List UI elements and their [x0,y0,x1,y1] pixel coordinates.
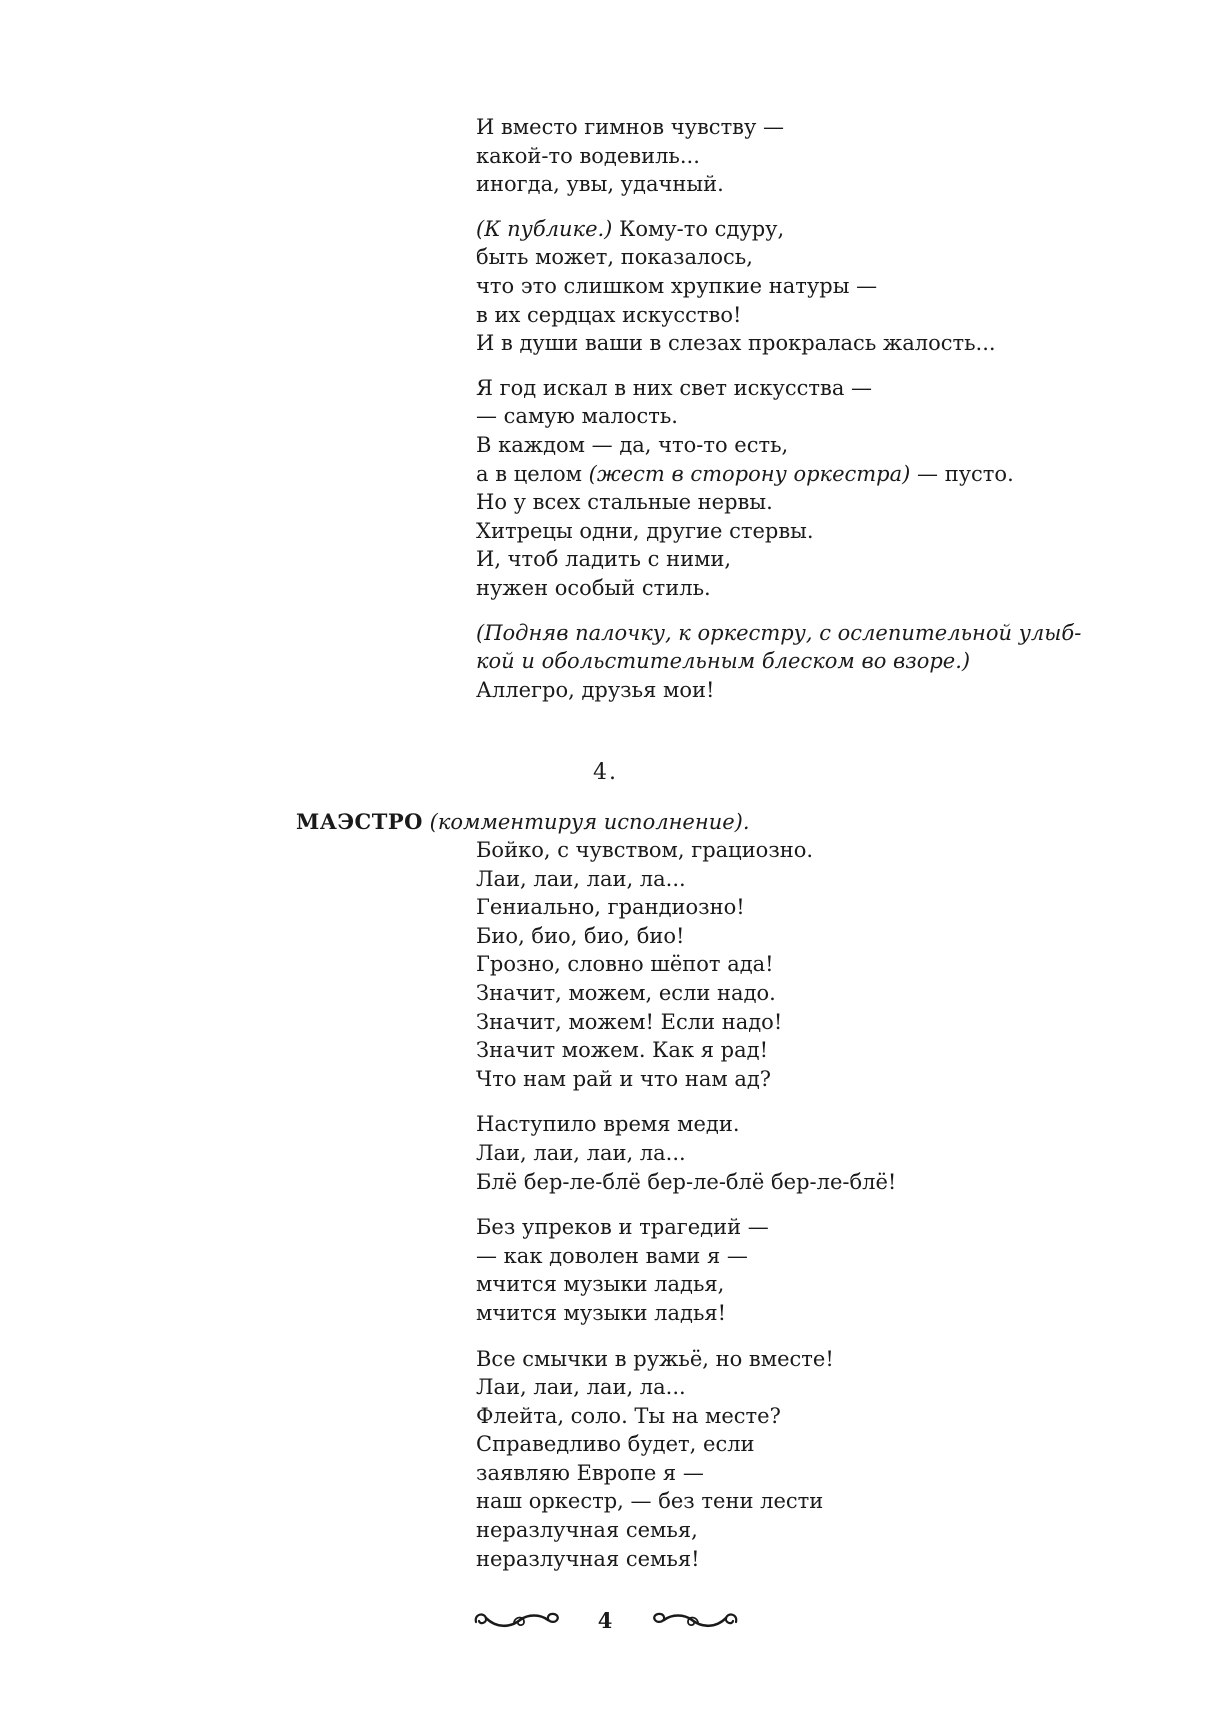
page-number: 4 [597,1608,613,1633]
verse-line [476,950,1176,979]
stage-direction: кой и обольстительным блеском во взоре.) [476,649,971,674]
verse-text: — пусто. [910,461,1014,486]
verse-line [476,1487,1176,1516]
verse-line [476,647,1176,676]
verse-text: что это слишком хрупкие натуры — [476,273,878,298]
verse-line [476,1168,1176,1197]
verse-line [476,1139,1176,1168]
verse-text: В каждом — да, что-то есть, [476,432,789,457]
verse-line [476,460,1176,489]
verse-text: какой-то водевиль... [476,143,700,168]
verse-text: И вместо гимнов чувству — [476,115,785,139]
page-footer [0,1602,1211,1642]
verse-line [476,865,1176,894]
stage-direction: (комментируя исполнение). [429,810,750,834]
verse-text: Грозно, словно шёпот ада! [476,952,774,977]
verse-text: — самую малость. [476,404,678,429]
verse-line [476,1373,1176,1402]
verse-text: Справедливо будет, если [476,1432,755,1457]
verse-line [476,836,1176,865]
swirl-ornament-right-icon [650,1606,742,1634]
verse-text: иногда, увы, удачный. [476,172,724,197]
verse-line [476,1213,1176,1242]
verse-line [476,1459,1176,1488]
verse-line [476,517,1176,546]
verse-line [476,113,1176,142]
verse-line [476,574,1176,603]
verse-line [476,272,1176,301]
verse-text: Без упреков и трагедий — [476,1215,769,1240]
verse-text: быть может, показалось, [476,245,753,270]
verse-text: Кому-то сдуру, [612,216,785,241]
verse-text: Био, био, био, био! [476,923,685,948]
verse-line [476,1516,1176,1545]
verse-line [476,979,1176,1008]
verse-text: Значит, можем, если надо. [476,980,776,1005]
verse-text: неразлучная семья, [476,1518,698,1543]
stage-direction: (жест в сторону оркестра) [588,461,911,486]
verse-text: неразлучная семья! [476,1546,700,1571]
stanza [476,619,1176,705]
verse-line [476,1345,1176,1374]
verse-text: Хитрецы одни, другие стервы. [476,518,814,543]
verse-text: Значит, можем! Если надо! [476,1009,783,1034]
verse-line [476,488,1176,517]
verse-text: И в души ваши в слезах прокралась жалость... [476,331,996,356]
verse-line [476,1299,1176,1328]
verse-line [476,431,1176,460]
verse-line [476,1270,1176,1299]
verse-text: а в целом [476,461,589,486]
verse-line [476,1065,1176,1094]
swirl-ornament-left-icon [470,1606,562,1634]
verse-text: Все смычки в ружьё, но вместе! [476,1346,834,1371]
verse-text: Наступило время меди. [476,1112,740,1137]
speaker-line [296,808,750,837]
verse-line [476,1110,1176,1139]
stanza [476,113,1176,199]
verse-line [476,215,1176,244]
verse-line [476,893,1176,922]
verse-bottom [476,836,1176,1573]
stanza [476,1110,1176,1196]
verse-line [476,545,1176,574]
verse-line [476,676,1176,705]
verse-text: в их сердцах искусство! [476,302,742,327]
verse-text: Значит можем. Как я рад! [476,1038,769,1063]
stanza [476,836,1176,1093]
speaker-name: МАЭСТРО [296,809,423,834]
verse-text: Лаи, лаи, лаи, ла... [476,866,686,891]
verse-text: наш оркестр, — без тени лести [476,1489,824,1514]
verse-text: мчится музыки ладья, [476,1272,725,1297]
verse-line [476,619,1176,648]
stanza [476,215,1176,358]
verse-line [476,329,1176,358]
verse-text: нужен особый стиль. [476,575,711,600]
stanza [476,374,1176,603]
stanza [476,1213,1176,1327]
verse-line [476,243,1176,272]
stage-direction: (К публике.) [476,216,613,241]
verse-text: Аллегро, друзья мои! [476,677,715,702]
verse-line [476,1545,1176,1574]
verse-text: заявляю Европе я — [476,1460,704,1485]
verse-line [476,1242,1176,1271]
stage-direction: (Подняв палочку, к оркестру, с ослепительной улыб- [476,620,1082,645]
verse-text: мчится музыки ладья! [476,1300,727,1325]
verse-line [476,1036,1176,1065]
verse-text: Я год искал в них свет искусства — [476,375,873,400]
verse-line [476,170,1176,199]
verse-text: Что нам рай и что нам ад? [476,1066,772,1091]
verse-line [476,374,1176,403]
verse-top [476,113,1176,704]
verse-text: Лаи, лаи, лаи, ла... [476,1140,686,1165]
verse-line [476,922,1176,951]
verse-text: Лаи, лаи, лаи, ла... [476,1375,686,1400]
verse-line [476,1008,1176,1037]
verse-line [476,1430,1176,1459]
verse-text: Гениально, грандиозно! [476,895,745,920]
verse-text: Флейта, соло. Ты на месте? [476,1403,781,1428]
verse-line [476,1402,1176,1431]
verse-line [476,402,1176,431]
section-number: 4. [593,760,618,785]
verse-text: — как доволен вами я — [476,1243,748,1268]
verse-text: Но у всех стальные нервы. [476,490,773,515]
verse-line [476,301,1176,330]
stanza [476,1345,1176,1574]
verse-text: Бойко, с чувством, грациозно. [476,838,814,862]
verse-line [476,142,1176,171]
verse-text: И, чтоб ладить с ними, [476,547,732,572]
verse-text: Блё бер-ле-блё бер-ле-блё бер-ле-блё! [476,1169,897,1194]
